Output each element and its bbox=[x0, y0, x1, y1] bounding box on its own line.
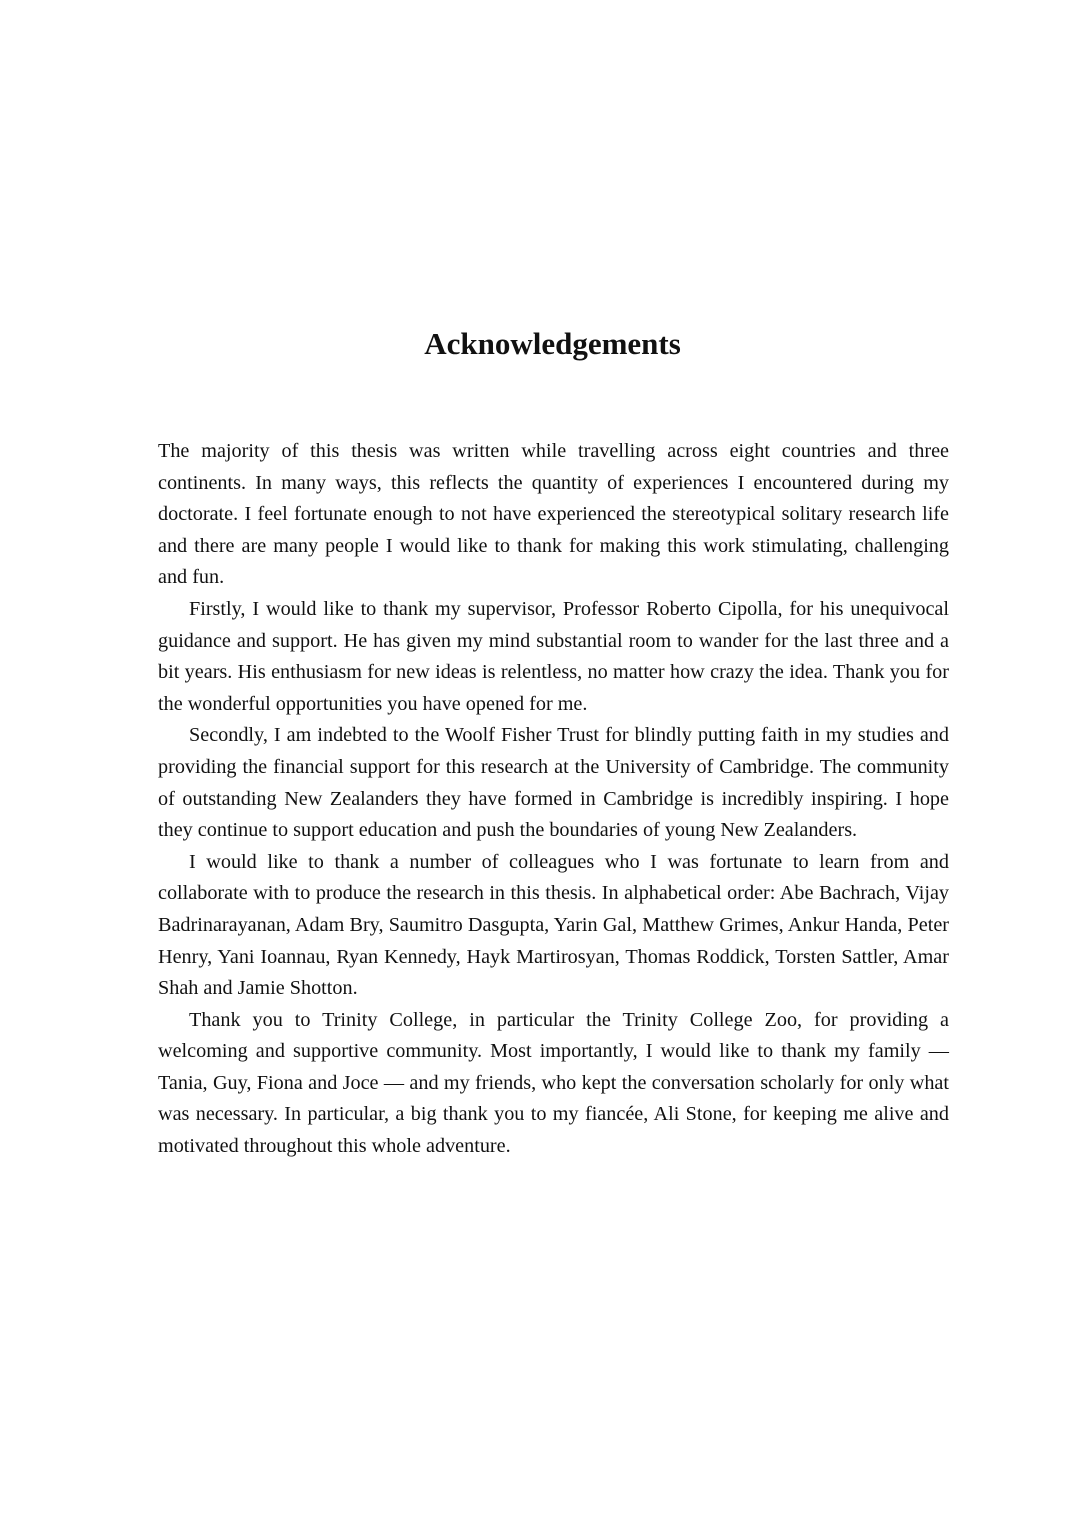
acknowledgements-body bbox=[158, 436, 949, 1163]
paragraph-3: Secondly, I am indebted to the Woolf Fisher Trust for blindly putting faith in my studies and providing the financial support for this research at the University of Cambridge. The community of outstanding New Zealanders they have formed in Cambridge is incredibly inspiring. I hope they continue to support education and push the boundaries of young New Zealanders. bbox=[158, 724, 949, 842]
paragraph-4: I would like to thank a number of colleagues who I was fortunate to learn from and collaborate with to produce the research in this thesis. In alphabetical order: Abe Bachrach, Vijay Badrinarayanan, Adam Bry, Saumitro Dasgupta, Yarin Gal, Matthew Grimes, Ankur Handa, Peter Henry, Yani Ioannau, Ryan Kennedy, Hayk Martirosyan, Thomas Roddick, Torsten Sattler, Amar Shah and Jamie Shotton. bbox=[158, 850, 949, 1000]
paragraph-2: Firstly, I would like to thank my supervisor, Professor Roberto Cipolla, for his unequivocal guidance and support. He has given my mind substantial room to wander for the last three and a bit years. His enthusiasm for new ideas is relentless, no matter how crazy the idea. Thank you for the wonderful opportunities you have opened for me. bbox=[158, 597, 949, 715]
paragraph-5: Thank you to Trinity College, in particular the Trinity College Zoo, for providing a welcoming and supportive community. Most importantly, I would like to thank my family — Tania, Guy, Fiona and Joce — and my friends, who kept the conversation scholarly for only what was necessary. In particular, a big thank you to my fiancée, Ali Stone, for keeping me alive and motivated throughout this whole adventure. bbox=[158, 1008, 949, 1158]
paragraph-1: The majority of this thesis was written while travelling across eight countries and three continents. In many ways, this reflects the quantity of experiences I encountered during my doctorate. I feel fortunate enough to not have experienced the stereotypical solitary research life and there are many people I would like to thank for making this work stimulating, challenging and fun. bbox=[158, 440, 949, 589]
page-title: Acknowledgements bbox=[424, 326, 681, 361]
